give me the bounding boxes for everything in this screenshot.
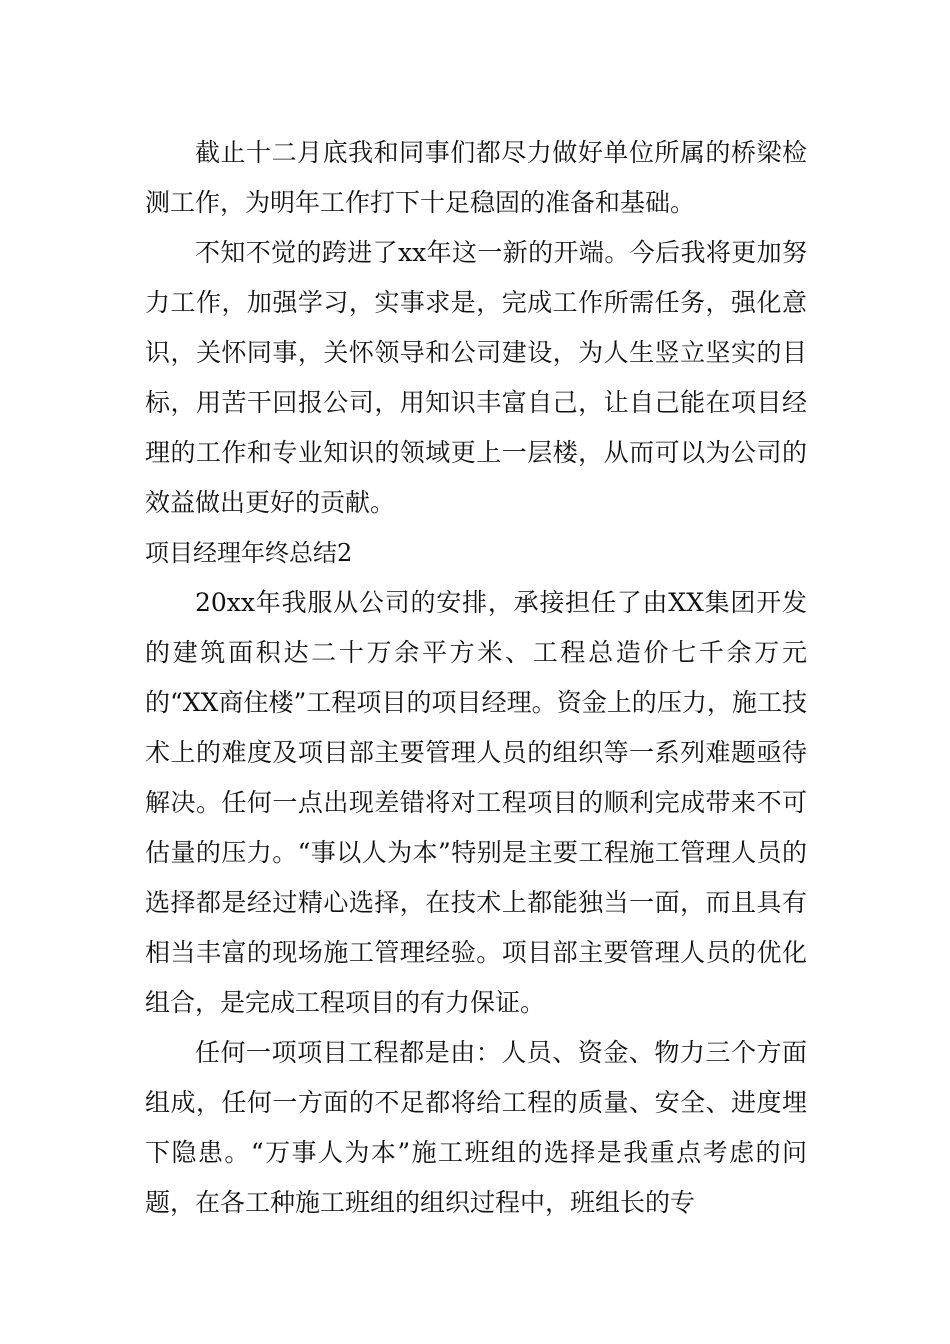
paragraph-1: 截止十二月底我和同事们都尽力做好单位所属的桥梁检测工作，为明年工作打下十足稳固的准备和基础。 [145,138,807,217]
document-body [145,128,807,1228]
section-heading: 项目经理年终总结2 [145,539,353,567]
paragraph-3: 20xx年我服从公司的安排，承接担任了由XX集团开发的建筑面积达二十万余平方米、工程总造价七千余万元的“XX商住楼”工程项目的项目经理。资金上的压力，施工技术上的难度及项目部主要管理人员的组织等一系列难题亟待解决。任何一点出现差错将对工程项目的顺利完成带来不可估量的压力。“事以人为本”特别是主要工程施工管理人员的选择都是经过精心选择，在技术上都能独当一面，而且具有相当丰富的现场施工管理经验。项目部主要管理人员的优化组合，是完成工程项目的有力保证。 [145,588,807,1017]
paragraph-2: 不知不觉的跨进了xx年这一新的开端。今后我将更加努力工作，加强学习，实事求是，完成工作所需任务，强化意识，关怀同事，关怀领导和公司建设，为人生竖立坚实的目标，用苦干回报公司，用知识丰富自己，让自己能在项目经理的工作和专业知识的领域更上一层楼，从而可以为公司的效益做出更好的贡献。 [145,238,807,517]
paragraph-4: 任何一项项目工程都是由：人员、资金、物力三个方面组成，任何一方面的不足都将给工程的质量、安全、进度埋下隐患。“万事人为本”施工班组的选择是我重点考虑的问题，在各工种施工班组的组织过程中，班组长的专 [145,1038,807,1217]
